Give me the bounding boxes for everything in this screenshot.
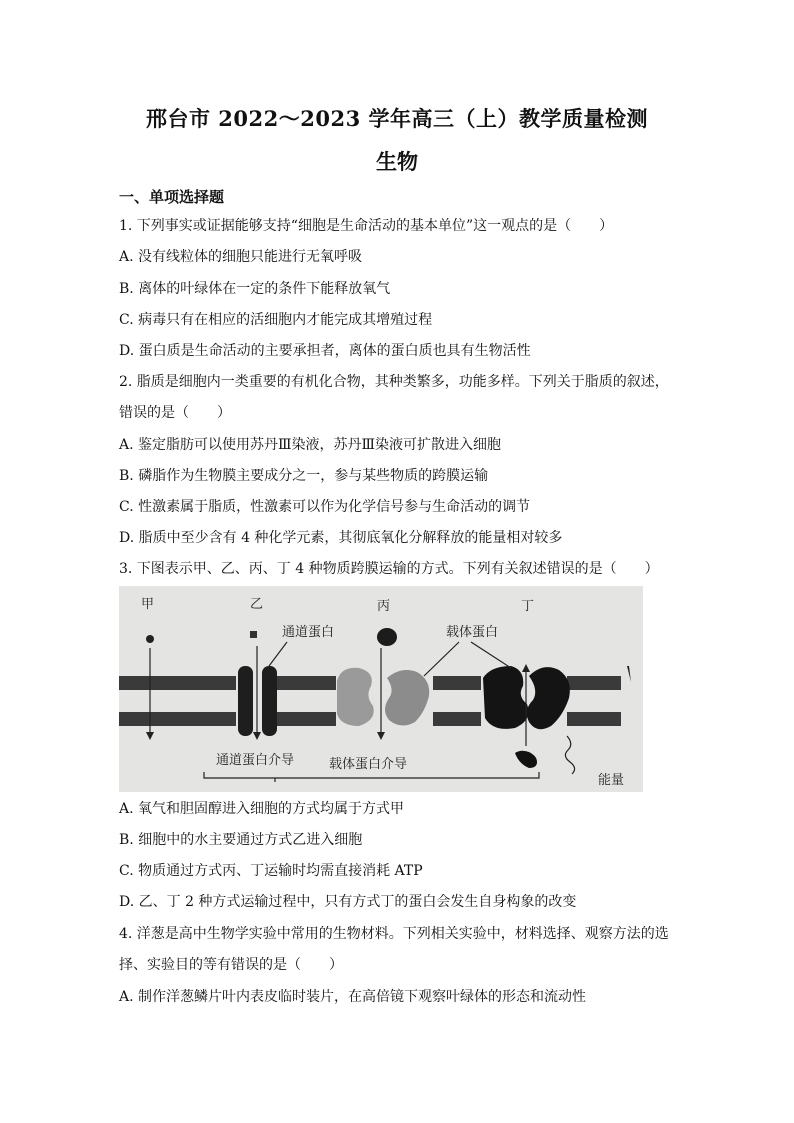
carrier-protein-ding-left [483, 666, 529, 729]
question-3-option-b: B. 细胞中的水主要通过方式乙进入细胞 [119, 832, 363, 848]
question-2-option-d: D. 脂质中至少含有 4 种化学元素，其彻底氧化分解释放的能量相对较多 [119, 530, 563, 546]
question-1-option-a: A. 没有线粒体的细胞只能进行无氧呼吸 [119, 249, 363, 265]
carrier-protein-bing-left [337, 668, 374, 726]
label-channel-mediated: 通道蛋白介导 [216, 753, 295, 768]
label-yi: 乙 [250, 597, 264, 612]
question-1-option-c: C. 病毒只有在相应的活细胞内才能完成其增殖过程 [119, 312, 433, 328]
channel-protein-right [262, 666, 277, 736]
solute-bing-particle [377, 628, 397, 646]
question-2-stem-line-1: 2. 脂质是细胞内一类重要的有机化合物，其种类繁多，功能多样。下列关于脂质的叙述， [119, 374, 669, 390]
solute-jia-dot [146, 635, 154, 643]
solute-yi-square [250, 631, 257, 638]
question-2-option-c: C. 性激素属于脂质，性激素可以作为化学信号参与生命活动的调节 [119, 499, 531, 515]
question-2-option-b: B. 磷脂作为生物膜主要成分之一，参与某些物质的跨膜运输 [119, 468, 489, 484]
question-4-stem-line-2: 择、实验目的等有错误的是（ ） [119, 957, 343, 973]
bracket-line [204, 772, 539, 778]
question-3-option-c: C. 物质通过方式丙、丁运输时均需直接消耗 ATP [119, 863, 423, 879]
label-jia: 甲 [141, 597, 155, 612]
question-4-option-a: A. 制作洋葱鳞片叶内表皮临时装片，在高倍镜下观察叶绿体的形态和流动性 [119, 989, 587, 1005]
carrier-protein-bing-right [385, 670, 429, 726]
subject-title: 生物 [376, 149, 418, 174]
question-4-stem-line-1: 4. 洋葱是高中生物学实验中常用的生物材料。下列相关实验中，材料选择、观察方法的选 [119, 926, 669, 942]
question-2-stem-line-2: 错误的是（ ） [119, 405, 231, 421]
label-channel-protein: 通道蛋白 [282, 625, 335, 640]
question-3-option-a: A. 氧气和胆固醇进入细胞的方式均属于方式甲 [119, 801, 405, 817]
label-carrier-protein: 载体蛋白 [446, 625, 499, 640]
energy-squiggle [565, 736, 574, 774]
label-ding: 丁 [521, 599, 535, 614]
membrane-transport-figure [119, 586, 643, 792]
membrane-top-right [433, 676, 481, 690]
question-3-stem: 3. 下图表示甲、乙、丙、丁 4 种物质跨膜运输的方式。下列有关叙述错误的是（ ） [119, 561, 659, 577]
membrane-bottom-right [433, 712, 481, 726]
channel-protein-left [238, 666, 253, 736]
carrier-protein-ding-right [527, 667, 570, 729]
question-1-option-d: D. 蛋白质是生命活动的主要承担者，离体的蛋白质也具有生物活性 [119, 343, 531, 359]
solute-ding-particle [515, 751, 537, 768]
section-title: 一、单项选择题 [119, 188, 225, 206]
membrane-bottom-mid [276, 712, 336, 726]
membrane-top-left [119, 676, 236, 690]
question-2-option-a: A. 鉴定脂肪可以使用苏丹Ⅲ染液，苏丹Ⅲ染液可扩散进入细胞 [119, 437, 502, 453]
label-bing: 丙 [377, 599, 391, 614]
membrane-top-end [567, 676, 621, 690]
question-1-stem: 1. 下列事实或证据能够支持“细胞是生命活动的基本单位”这一观点的是（ ） [119, 218, 614, 234]
membrane-bottom-end [567, 712, 621, 726]
label-energy: 能量 [598, 773, 625, 788]
question-3-option-d: D. 乙、丁 2 种方式运输过程中，只有方式丁的蛋白会发生自身构象的改变 [119, 894, 577, 910]
question-1-option-b: B. 离体的叶绿体在一定的条件下能释放氧气 [119, 281, 391, 297]
label-carrier-mediated: 载体蛋白介导 [329, 757, 408, 772]
membrane-bottom-left [119, 712, 236, 726]
membrane-transport-diagram [119, 586, 643, 792]
page-title: 邢台市 2022～2023 学年高三（上）教学质量检测 [145, 106, 648, 131]
stray-mark [627, 666, 631, 682]
membrane-top-mid [276, 676, 336, 690]
